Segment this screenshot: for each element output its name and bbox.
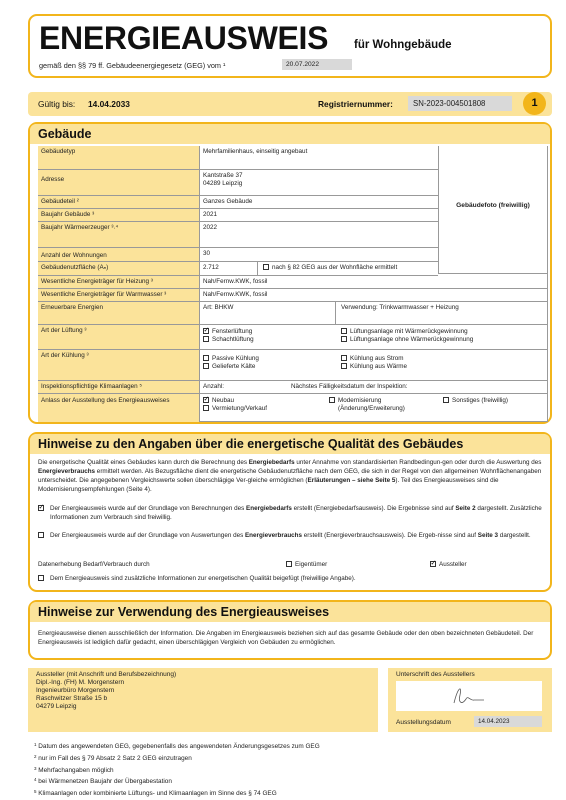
nutzflaeche-option-label: nach § 82 GEG aus der Wohnfläche ermittelt bbox=[272, 264, 398, 271]
verbrauchsausweis-checkbox[interactable] bbox=[38, 532, 44, 538]
lueftung-ohne-wrg-checkbox[interactable] bbox=[341, 336, 347, 342]
page-number-badge: 1 bbox=[523, 92, 546, 115]
verbrauch-option: Der Energieausweis wurde auf der Grundlage von Auswertungen des Energieverbrauchs erstellt (Energieverbrauchsausweis). Die Ergeb-nisse sind auf Seite 3 dargestellt. bbox=[38, 531, 546, 540]
section-hinweise-angaben bbox=[28, 432, 552, 592]
erneuerbar-verwendung: Verwendung: Trinkwarmwasser + Heizung bbox=[341, 304, 459, 311]
row-value bbox=[200, 170, 438, 195]
section-heading-hinweise-angaben: Hinweise zu den Angaben über die energetische Qualität des Gebäudes bbox=[30, 434, 550, 454]
issuer-label: Aussteller (mit Anschrift und Berufsbezeichnung) bbox=[36, 671, 177, 678]
building-photo-area: Gebäudefoto (freiwillig) bbox=[438, 146, 548, 274]
law-reference: gemäß den §§ 79 ff. Gebäudeenergiegesetz (GEG) vom ¹ bbox=[39, 61, 226, 70]
footnotes bbox=[34, 740, 544, 799]
row-lueftung bbox=[38, 325, 548, 350]
bedarfsausweis-checkbox[interactable] bbox=[38, 505, 44, 511]
row-gebaeudeteil bbox=[38, 196, 438, 209]
datenerhebung-label: Datenerhebung Bedarf/Verbrauch durch bbox=[38, 561, 150, 568]
kuehlung-waerme-checkbox[interactable] bbox=[341, 363, 347, 369]
footnote-3: $^3$ Mehrfachangaben möglich bbox=[34, 765, 114, 774]
aussteller-label: Aussteller bbox=[439, 561, 467, 568]
footnote-5: $^5$ Klimaanlagen oder kombinierte Lüftungs- und Klimaanlagen im Sinne des § 74 GEG bbox=[34, 789, 277, 798]
footnote-4: $^4$ bei Wärmenetzen Baujahr der Übergabestation bbox=[34, 777, 172, 786]
row-label: Anlass der Ausstellung des Energieausweises bbox=[38, 394, 200, 422]
issue-date-label: Ausstellungsdatum bbox=[396, 719, 451, 726]
row-label: Inspektionspflichtige Klimaanlagen ⁵ bbox=[38, 381, 200, 393]
neubau-label: Neubau bbox=[212, 397, 235, 404]
registration-number-field: SN-2023-004501808 bbox=[408, 96, 512, 111]
issuer-company: Ingenieurbüro Morgenstern bbox=[36, 687, 115, 694]
row-energie-warmwasser bbox=[38, 289, 548, 302]
row-value: Ganzes Gebäude bbox=[203, 198, 253, 205]
anlass-left bbox=[200, 394, 320, 422]
kuehlung-waerme-label: Kühlung aus Wärme bbox=[350, 363, 408, 370]
row-adresse bbox=[38, 170, 438, 196]
kuehlung-strom-checkbox[interactable] bbox=[341, 355, 347, 361]
footnote-2: $^2$ nur im Fall des § 79 Absatz 2 Satz 2 GEG einzutragen bbox=[34, 753, 192, 762]
law-date-field: 20.07.2022 bbox=[282, 59, 352, 70]
document-header bbox=[28, 14, 552, 78]
lueftung-mit-wrg-checkbox[interactable] bbox=[341, 328, 347, 334]
modernisierung-checkbox[interactable] bbox=[329, 397, 335, 403]
row-value: Nah/Fernw.KWK, fossil bbox=[203, 291, 268, 298]
kuehlung-strom-label: Kühlung aus Strom bbox=[350, 355, 404, 362]
signature-box bbox=[388, 668, 552, 732]
zusatz-option bbox=[38, 574, 546, 583]
vermietung-checkbox[interactable] bbox=[203, 405, 209, 411]
fensterlueftung-label: Fensterlüftung bbox=[212, 328, 253, 335]
schachtlueftung-label: Schachtlüftung bbox=[212, 336, 254, 343]
signature-scribble-icon bbox=[396, 681, 542, 711]
row-value: 2021 bbox=[203, 211, 218, 218]
row-baujahr-waermeerzeuger bbox=[38, 222, 438, 248]
row-value: Mehrfamilienhaus, einseitig angebaut bbox=[203, 148, 308, 155]
row-erneuerbare-energien bbox=[38, 302, 548, 325]
row-label: Adresse bbox=[38, 170, 200, 195]
row-anlass bbox=[38, 394, 548, 422]
row-nutzflaeche bbox=[38, 262, 438, 276]
address-city: 04289 Leipzig bbox=[203, 180, 243, 187]
row-baujahr-gebaeude bbox=[38, 209, 438, 222]
signature-field[interactable] bbox=[396, 681, 542, 711]
nutzflaeche-checkbox[interactable] bbox=[263, 264, 269, 270]
vermietung-label: Vermietung/Verkauf bbox=[212, 405, 267, 412]
datenerhebung-line bbox=[38, 560, 546, 569]
row-label: Gebäudenutzfläche (Aₙ) bbox=[38, 262, 200, 275]
row-label: Wesentliche Energieträger für Warmwasser ³ bbox=[38, 289, 200, 301]
validity-band bbox=[28, 92, 552, 116]
kuehlung-right bbox=[338, 350, 548, 380]
eigentuemer-label: Eigentümer bbox=[295, 561, 328, 568]
fensterlueftung-checkbox[interactable] bbox=[203, 328, 209, 334]
verwendung-paragraph: Energieausweise dienen ausschließlich der Information. Die Angaben im Energieausweis beziehen sich auf das gesamte Gebäude oder den oben bezeichneten Gebäudeteil. Der Energieausweis ist lediglich dafür gedacht, einen überschlägigen Vergleich von Gebäuden zu ermöglichen. bbox=[38, 630, 534, 646]
row-value: 30 bbox=[203, 250, 211, 257]
klima-faelligkeit: Nächstes Fälligkeitsdatum der Inspektion: bbox=[291, 383, 408, 390]
sonstiges-label: Sonstiges (freiwillig) bbox=[452, 397, 508, 404]
row-label: Wesentliche Energieträger für Heizung ³ bbox=[38, 276, 200, 288]
passive-kuehlung-label: Passive Kühlung bbox=[212, 355, 259, 362]
row-gebaeudetyp bbox=[38, 146, 438, 170]
signature-label: Unterschrift des Ausstellers bbox=[396, 671, 475, 678]
issuer-name: Dipl.-Ing. (FH) M. Morgenstern bbox=[36, 679, 125, 686]
erneuerbar-art: Art: BHKW bbox=[200, 302, 336, 324]
schachtlueftung-checkbox[interactable] bbox=[203, 336, 209, 342]
klima-anzahl: Anzahl: bbox=[203, 383, 225, 390]
lueftung-right bbox=[338, 325, 548, 349]
issuer-street: Raschwitzer Straße 15 b bbox=[36, 695, 108, 702]
row-klimaanlagen bbox=[38, 381, 548, 394]
issuer-city: 04279 Leipzig bbox=[36, 703, 77, 710]
modernisierung-label: Modernisierung bbox=[338, 397, 382, 404]
aussteller-checkbox[interactable] bbox=[430, 561, 436, 567]
section-gebaeude bbox=[28, 122, 552, 424]
row-label: Gebäudetyp bbox=[38, 146, 200, 169]
row-anzahl-wohnungen bbox=[38, 248, 438, 262]
section-heading-hinweise-verwendung: Hinweise zur Verwendung des Energieausweises bbox=[30, 602, 550, 622]
row-label: Gebäudeteil ² bbox=[38, 196, 200, 208]
zusatz-checkbox[interactable] bbox=[38, 575, 44, 581]
intro-paragraph: Die energetische Qualität eines Gebäudes kann durch die Berechnung des Energiebedarfs unter Annahme von standardisierten Randbedingun-gen oder durch die Auswertung des Energieverbrauchs ermittelt werden. Als Bezugsfläche dient die energetische Gebäudenutzfläche nach dem GEG, die sich in der Regel von den allgemeinen Wohnflächenangaben unterscheidet. Die angegebenen Vergleichswerte sollen überschlägige Ver-gleiche ermöglichen (Erläuterungen – siehe Seite 5). Teil des Energieausweises sind die Modernisierungsempfehlungen (Seite 4). bbox=[38, 459, 542, 493]
gelieferte-kaelte-label: Gelieferte Kälte bbox=[212, 363, 256, 370]
row-kuehlung bbox=[38, 350, 548, 381]
gelieferte-kaelte-checkbox[interactable] bbox=[203, 363, 209, 369]
row-value: 2.712 bbox=[200, 262, 258, 275]
row-label: Baujahr Wärmeerzeuger ³˒⁴ bbox=[38, 222, 200, 247]
row-energie-heizung bbox=[38, 276, 548, 289]
lueftung-left bbox=[200, 325, 336, 349]
valid-until-label: Gültig bis: bbox=[38, 99, 76, 109]
modernisierung-sublabel: (Änderung/Erweiterung) bbox=[338, 405, 405, 412]
row-label: Art der Kühlung ³ bbox=[38, 350, 200, 380]
address-street: Kantstraße 37 bbox=[203, 172, 243, 179]
row-label: Baujahr Gebäude ³ bbox=[38, 209, 200, 221]
issue-date-field: 14.04.2023 bbox=[474, 716, 542, 727]
anlass-middle bbox=[326, 394, 436, 422]
sonstiges-checkbox[interactable] bbox=[443, 397, 449, 403]
lueftung-mit-wrg-label: Lüftungsanlage mit Wärmerückgewinnung bbox=[350, 328, 468, 335]
valid-until-date: 14.04.2033 bbox=[88, 99, 130, 109]
neubau-checkbox[interactable] bbox=[203, 397, 209, 403]
row-label: Art der Lüftung ³ bbox=[38, 325, 200, 349]
passive-kuehlung-checkbox[interactable] bbox=[203, 355, 209, 361]
section-heading-gebaeude: Gebäude bbox=[30, 124, 550, 144]
row-label: Erneuerbare Energien bbox=[38, 302, 200, 324]
section-hinweise-verwendung bbox=[28, 600, 552, 660]
row-label: Anzahl der Wohnungen bbox=[38, 248, 200, 261]
document-title: ENERGIEAUSWEIS bbox=[39, 20, 329, 56]
lueftung-ohne-wrg-label: Lüftungsanlage ohne Wärmerückgewinnung bbox=[350, 336, 474, 343]
document-subtitle: für Wohngebäude bbox=[354, 39, 452, 51]
footnote-1: $^1$ Datum des angewendeten GEG, gegebenenfalls des angewendeten Änderungsgesetzes zum GEG bbox=[34, 742, 320, 750]
kuehlung-left bbox=[200, 350, 336, 380]
nutzflaeche-option bbox=[260, 262, 438, 275]
eigentuemer-checkbox[interactable] bbox=[286, 561, 292, 567]
bedarf-option: ✓ Der Energieausweis wurde auf der Grundlage von Berechnungen des Energiebedarfs erstellt (Energiebedarfsausweis). Die Ergebnisse sind auf Seite 2 dargestellt. Zusätzliche Informationen zum Verbrauch sind freiwillig. bbox=[38, 504, 546, 522]
zusatz-label: Dem Energieausweis sind zusätzliche Informationen zur energetischen Qualität beigefügt (freiwillige Angabe). bbox=[50, 575, 356, 582]
row-value: 2022 bbox=[203, 224, 218, 231]
row-value: Nah/Fernw.KWK, fossil bbox=[203, 278, 268, 285]
anlass-right bbox=[440, 394, 548, 422]
registration-label: Registriernummer: bbox=[318, 99, 393, 109]
issuer-box bbox=[28, 668, 378, 732]
